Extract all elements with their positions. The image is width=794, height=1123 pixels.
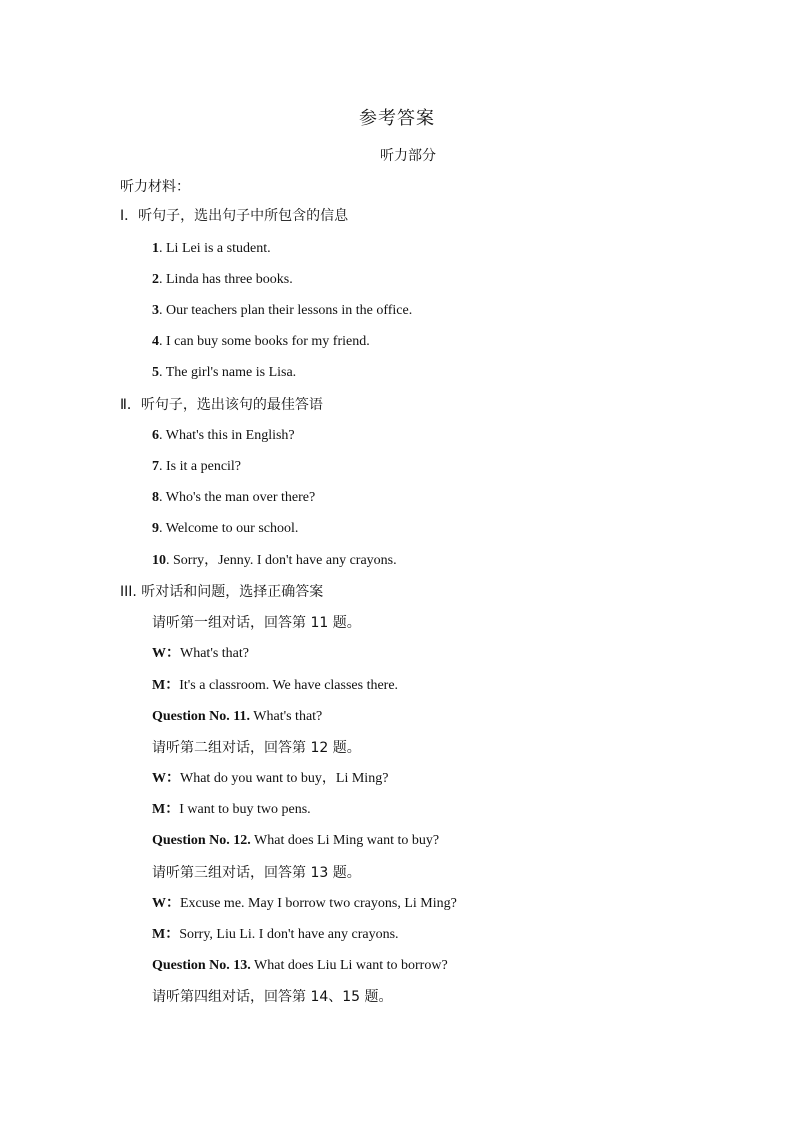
list-item: 2. Linda has three books.: [152, 272, 293, 287]
question-line: Question No. 12. What does Li Ming want to buy?: [152, 833, 440, 848]
dialogue-line: W：What's that?: [152, 646, 249, 661]
page-title: 参考答案: [359, 108, 435, 129]
list-item: 9. Welcome to our school.: [152, 521, 299, 536]
material-label: 听力材料：: [120, 179, 190, 195]
dialogue-instruction: 请听第一组对话，回答第 11 题。: [152, 615, 361, 631]
dialogue-instruction: 请听第三组对话，回答第 13 题。: [152, 865, 361, 881]
section-heading-3: III. 听对话和问题，选择正确答案: [120, 584, 324, 600]
page-subtitle: 听力部分: [380, 148, 436, 164]
list-item: 1. Li Lei is a student.: [152, 241, 271, 256]
dialogue-instruction: 请听第四组对话，回答第 14、15 题。: [152, 989, 393, 1005]
dialogue-line: M：I want to buy two pens.: [152, 802, 311, 817]
list-item: 4. I can buy some books for my friend.: [152, 334, 370, 349]
list-item: 8. Who's the man over there?: [152, 490, 316, 505]
dialogue-line: M：Sorry, Liu Li. I don't have any crayons.: [152, 927, 399, 942]
dialogue-instruction: 请听第二组对话，回答第 12 题。: [152, 740, 361, 756]
list-item: 10. Sorry，Jenny. I don't have any crayons.: [152, 553, 397, 568]
question-line: Question No. 11. What's that?: [152, 709, 323, 724]
list-item: 6. What's this in English?: [152, 428, 295, 443]
list-item: 5. The girl's name is Lisa.: [152, 365, 297, 380]
list-item: 7. Is it a pencil?: [152, 459, 242, 474]
section-heading-2: Ⅱ．听句子，选出该句的最佳答语: [120, 397, 323, 413]
dialogue-line: M：It's a classroom. We have classes there.: [152, 678, 399, 693]
section-heading-1: Ⅰ．听句子，选出句子中所包含的信息: [120, 208, 349, 224]
question-line: Question No. 13. What does Liu Li want to borrow?: [152, 958, 448, 973]
list-item: 3. Our teachers plan their lessons in the office.: [152, 303, 413, 318]
dialogue-line: W：What do you want to buy，Li Ming?: [152, 771, 389, 786]
dialogue-line: W：Excuse me. May I borrow two crayons, Li Ming?: [152, 896, 457, 911]
